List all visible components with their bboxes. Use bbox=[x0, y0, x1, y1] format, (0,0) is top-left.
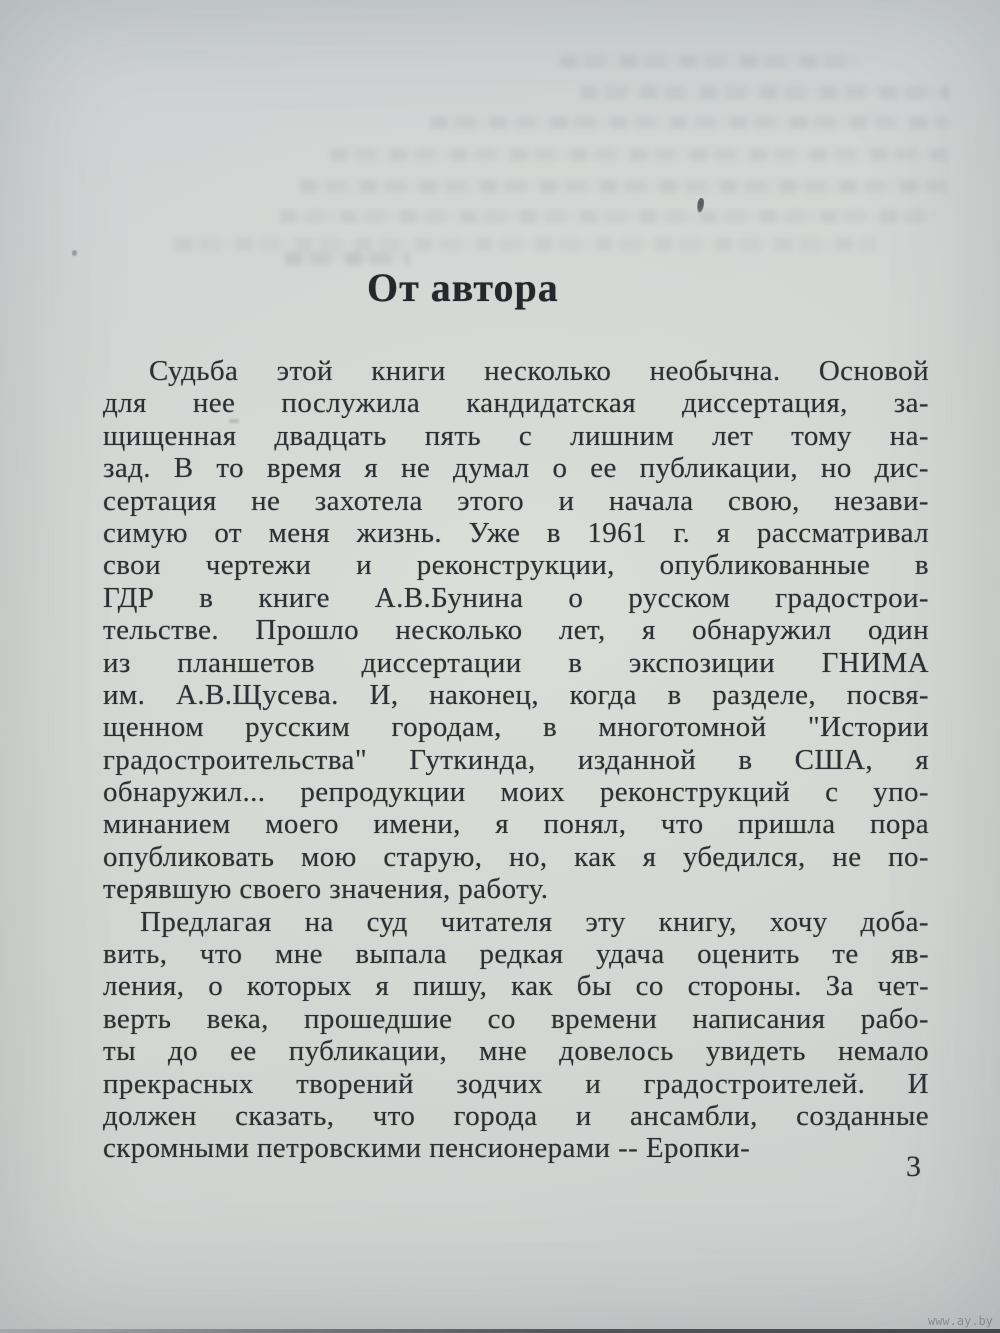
text-line: верть века, прошедшие со времени написания рабо- bbox=[103, 1002, 929, 1035]
showthrough-line bbox=[560, 55, 860, 68]
text-line: минанием моего имени, я понял, что пришла пора bbox=[103, 808, 929, 841]
showthrough-line bbox=[175, 238, 875, 251]
text-line: щенном русским городам, в многотомной "Истории bbox=[103, 711, 929, 744]
text-line: Предлагая на суд читателя эту книгу, хочу доба- bbox=[140, 905, 929, 938]
showthrough-line bbox=[330, 148, 950, 161]
text-line: Судьба этой книги несколько необычна. Основой bbox=[149, 355, 929, 387]
text-line: им. А.В.Щусева. И, наконец, когда в разделе, посвя- bbox=[103, 678, 929, 711]
page-number: 3 bbox=[906, 1150, 921, 1183]
page-title: От автора bbox=[367, 265, 559, 310]
paper-speck bbox=[72, 250, 77, 256]
text-line: сертация не захотела этого и начала свою, незави- bbox=[103, 484, 929, 517]
text-line: вить, что мне выпала редкая удача оценить те яв- bbox=[103, 938, 929, 971]
paragraph-2 bbox=[103, 906, 929, 1165]
text-line: для нее послужила кандидатская диссертация, за- bbox=[103, 387, 929, 420]
showthrough-line bbox=[300, 180, 950, 193]
text-line: ты до ее публикации, мне довелось увидеть немало bbox=[103, 1035, 929, 1068]
text-line: терявшую своего значения, работу. bbox=[103, 873, 549, 906]
text-line: скромными петровскими пенсионерами -- Еропки- bbox=[103, 1132, 751, 1165]
text-line: должен сказать, что города и ансамбли, созданные bbox=[103, 1099, 929, 1132]
text-line: зад. В то время я не думал о ее публикации, но дис- bbox=[103, 452, 929, 485]
showthrough-line bbox=[580, 86, 950, 99]
text-line: ГДР в книге А.В.Бунина о русском градострои- bbox=[103, 581, 929, 614]
text-line: прекрасных творений зодчих и градостроителей. И bbox=[103, 1067, 929, 1100]
page-body bbox=[103, 355, 929, 1165]
photo-bottom-edge bbox=[0, 1329, 1000, 1333]
text-line: ления, о которых я пишу, как бы со стороны. За чет- bbox=[103, 970, 929, 1003]
text-line: свои чертежи и реконструкции, опубликованные в bbox=[103, 549, 929, 582]
text-line: щищенная двадцать пять с лишним лет тому на- bbox=[103, 419, 929, 452]
text-line: из планшетов диссертации в экспозиции ГНИМА bbox=[103, 646, 929, 679]
text-line: опубликовать мою старую, но, как я убедился, не по- bbox=[103, 840, 929, 873]
watermark: www.ay.by bbox=[927, 1314, 993, 1328]
showthrough-line bbox=[285, 252, 410, 265]
showthrough-line bbox=[430, 116, 950, 129]
text-line: обнаружил... репродукции моих реконструкций с упо- bbox=[103, 776, 929, 809]
text-line: тельстве. Прошло несколько лет, я обнаружил один bbox=[103, 614, 929, 647]
showthrough-line bbox=[280, 210, 940, 223]
text-line: градостроительства" Гуткинда, изданной в США, я bbox=[103, 743, 929, 776]
paragraph-1 bbox=[103, 355, 929, 906]
text-line: симую от меня жизнь. Уже в 1961 г. я рассматривал bbox=[103, 516, 929, 549]
